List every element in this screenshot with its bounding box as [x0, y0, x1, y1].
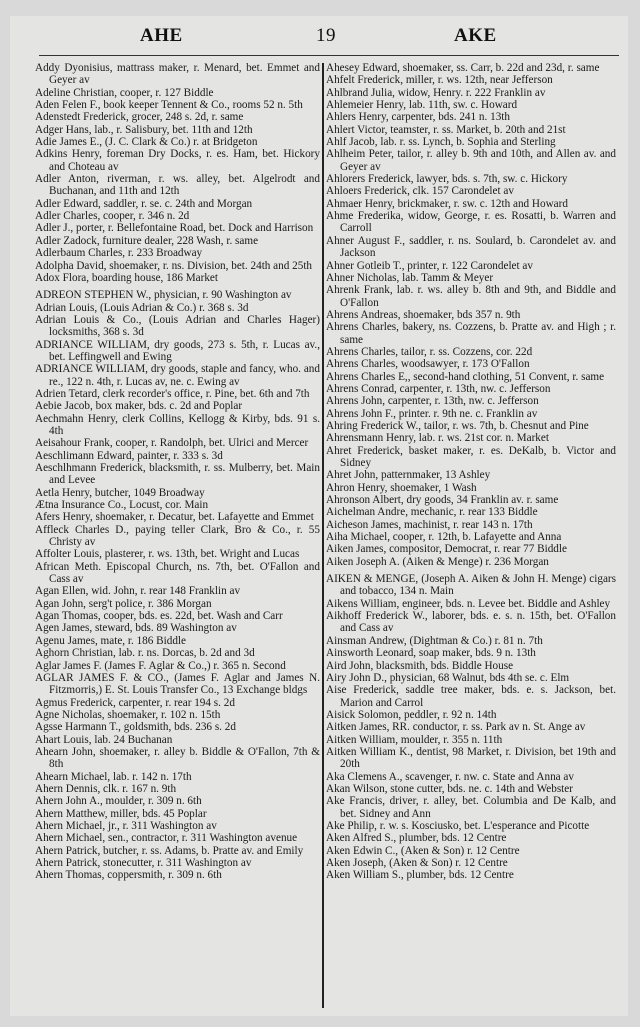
directory-entry: Ahret John, patternmaker, 13 Ashley [326, 469, 491, 482]
directory-entry: Ahesey Edward, shoemaker, ss. Carr, b. 22d and 23d, r. same [326, 62, 600, 74]
directory-entry: Ahlorers Frederick, lawyer, bds. s. 7th, sw. c. Hickory [326, 173, 568, 186]
directory-entry: Aitken James, RR. conductor, r. ss. Park av n. St. Ange av [326, 721, 586, 734]
directory-entry: Ahfelt Frederick, miller, r. ws. 12th, near Jefferson [326, 74, 553, 87]
directory-entry: Aiken Joseph A. (Aiken & Menge) r. 236 Morgan [326, 555, 549, 568]
directory-entry: Aka Clemens A., scavenger, r. nw. c. State and Anna av [326, 770, 574, 783]
directory-entry: Aitken William, moulder, r. 355 n. 11th [326, 733, 503, 746]
directory-entry: Ahlheim Peter, tailor, r. alley b. 9th and 10th, and Allen av. and Geyer av [326, 148, 616, 173]
directory-entry: Adie James E., (J. C. Clark & Co.) r. at Bridgeton [35, 136, 258, 149]
directory-entry: Aird John, blacksmith, bds. Biddle House [326, 659, 514, 672]
left-guide-word: AHE [140, 25, 183, 46]
directory-entry: Aken Edwin C., (Aken & Son) r. 12 Centre [326, 844, 520, 857]
directory-entry: Agan Thomas, cooper, bds. es. 22d, bet. Wash and Carr [35, 610, 283, 623]
directory-entry: Ahlert Victor, teamster, r. ss. Market, b. 20th and 21st [326, 123, 566, 136]
directory-entry: Aebie Jacob, box maker, bds. c. 2d and Poplar [35, 400, 243, 413]
directory-entry: Ahner August F., saddler, r. ns. Soulard, b. Carondelet av. and Jackson [326, 234, 616, 260]
directory-entry: Aicheson James, machinist, r. rear 143 n. 17th [326, 518, 533, 531]
directory-entry: Aechmahn Henry, clerk Collins, Kellogg & Kirby, bds. 91 s. 4th [35, 412, 320, 437]
directory-entry: Ahern Dennis, clk. r. 167 n. 9th [35, 782, 177, 795]
directory-entry: Ahme Frederika, widow, George, r. es. Rosatti, b. Warren and Carroll [326, 210, 616, 235]
directory-entry: Ahlers Henry, carpenter, bds. 241 n. 13th [326, 111, 510, 124]
directory-entry: Adrian Louis, (Louis Adrian & Co.) r. 368 s. 3d [35, 301, 249, 314]
directory-entry: Agen James, steward, bds. 89 Washington av [35, 622, 237, 635]
directory-entry: Ainsman Andrew, (Dightman & Co.) r. 81 n. 7th [326, 634, 543, 647]
directory-entry: Adrien Tetard, clerk recorder's office, r. Pine, bet. 6th and 7th [35, 387, 310, 400]
directory-entry: Ahner Gotleib T., printer, r. 122 Carondelet av [326, 259, 533, 272]
directory-entry: Adler Charles, cooper, r. 346 n. 2d [35, 210, 190, 223]
directory-entry: Aiken James, compositor, Democrat, r. rear 77 Biddle [326, 543, 567, 556]
directory-entry: Ake Francis, driver, r. alley, bet. Columbia and De Kalb, and bet. Sidney and Ann [326, 795, 616, 820]
directory-entry: Aichelman Andre, mechanic, r. rear 133 Biddle [326, 506, 538, 519]
page-number: 19 [316, 25, 336, 46]
directory-entry: Ake Philip, r. w. s. Kosciusko, bet. L'esperance and Picotte [326, 819, 590, 832]
directory-page [10, 16, 628, 1016]
right-column [326, 62, 616, 882]
right-guide-word: AKE [454, 25, 497, 46]
directory-entry: Aetla Henry, butcher, 1049 Broadway [35, 486, 205, 499]
directory-entry: Aitken William K., dentist, 98 Market, r. Division, bet 19th and 20th [326, 745, 616, 771]
directory-entry: Ahern Thomas, coppersmith, r. 309 n. 6th [35, 869, 222, 882]
directory-entry: ADREON STEPHEN W., physician, r. 90 Washington av [35, 289, 292, 302]
directory-entry: ADRIANCE WILLIAM, dry goods, 273 s. 5th, r. Lucas av., bet. Leffingwell and Ewing [35, 338, 320, 363]
directory-entry: Aghorn Christian, lab. r. ns. Dorcas, b. 2d and 3d [35, 647, 255, 660]
directory-entry: Agan Ellen, wid. John, r. rear 148 Franklin av [35, 585, 241, 598]
directory-entry: Aikhoff Frederick W., laborer, bds. e. s. n. 15th, bet. O'Fallon and Cass av [326, 610, 616, 635]
directory-entry: Ahrens John F., printer. r. 9th ne. c. Franklin av [326, 407, 538, 420]
directory-entry: Adolpha David, shoemaker, r. ns. Division, bet. 24th and 25th [35, 259, 313, 272]
directory-entry: Ahron Henry, shoemaker, 1 Wash [326, 481, 477, 494]
directory-entry: Ahlf Jacob, lab. r. ss. Lynch, b. Sophia and Sterling [326, 136, 556, 149]
directory-entry: Ahrensmann Henry, lab. r. ws. 21st cor. n. Market [326, 432, 549, 445]
directory-entry: ADRIANCE WILLIAM, dry goods, staple and fancy, who. and re., 122 n. 4th, r. Lucas av, ne. c. Ewing av [35, 363, 320, 388]
directory-entry: Ahrenk Frank, lab. r. ws. alley b. 8th and 9th, and Biddle and O'Fallon [326, 284, 616, 309]
directory-entry: Ahronson Albert, dry goods, 34 Franklin av. r. same [326, 494, 559, 507]
directory-entry: Affolter Louis, plasterer, r. ws. 13th, bet. Wright and Lucas [35, 548, 300, 561]
directory-entry: Ahrens Conrad, carpenter, r. 13th, nw. c. Jefferson [326, 382, 551, 395]
directory-entry: Ahring Frederick W., tailor, r. ws. 7th, b. Chesnut and Pine [326, 419, 589, 432]
directory-entry: Aise Frederick, saddle tree maker, bds. e. s. Jackson, bet. Marion and Carrol [326, 684, 616, 709]
directory-entry: Adger Hans, lab., r. Salisbury, bet. 11th and 12th [35, 123, 253, 136]
directory-entry: Ahern Patrick, butcher, r. ss. Adams, b. Pratte av. and Emily [35, 844, 304, 857]
directory-entry: Ainsworth Leonard, soap maker, bds. 9 n. 13th [326, 647, 536, 660]
directory-entry: Aken William S., plumber, bds. 12 Centre [326, 869, 514, 882]
page-header [10, 16, 628, 54]
directory-entry: Agan John, serg't police, r. 386 Morgan [35, 597, 212, 610]
directory-entry: Aglar James F. (James F. Aglar & Co.,) r. 365 n. Second [35, 659, 286, 672]
directory-entry: Ahearn Michael, lab. r. 142 n. 17th [35, 770, 192, 783]
directory-entry: Aeschlimann Edward, painter, r. 333 s. 3d [35, 449, 223, 462]
directory-entry: AIKEN & MENGE, (Joseph A. Aiken & John H. Menge) cigars and tobacco, 134 n. Main [326, 573, 616, 598]
directory-entry: Ahern Matthew, miller, bds. 45 Poplar [35, 807, 207, 820]
directory-entry: Ahern Michael, jr., r. 311 Washington av [35, 819, 217, 832]
directory-entry: Ahrens Charles, bakery, ns. Cozzens, b. Pratte av. and High ; r. same [326, 321, 616, 346]
directory-entry: Aden Felen F., book keeper Tennent & Co., rooms 52 n. 5th [35, 99, 303, 112]
directory-entry: AGLAR JAMES F. & CO., (James F. Aglar and James N. Fitzmorris,) E. St. Louis Transfer Co., 13 Exchange bldgs [35, 671, 320, 697]
directory-entry: Adler Zadock, furniture dealer, 228 Wash, r. same [35, 234, 259, 247]
directory-entry: Agmus Frederick, carpenter, r. rear 194 s. 2d [35, 696, 235, 709]
directory-entry: Ahearn John, shoemaker, r. alley b. Biddle & O'Fallon, 7th & 8th [35, 745, 320, 771]
directory-entry: African Meth. Episcopal Church, ns. 7th, bet. O'Fallon and Cass av [35, 560, 320, 586]
directory-entry: Adrian Louis & Co., (Louis Adrian and Charles Hager) locksmiths, 368 s. 3d [35, 313, 320, 339]
directory-entry: Adler J., porter, r. Bellefontaine Road, bet. Dock and Harrison [35, 222, 314, 235]
directory-entry: Ahlemeier Henry, lab. 11th, sw. c. Howard [326, 99, 518, 112]
directory-entry: Ahart Louis, lab. 24 Buchanan [35, 733, 173, 746]
directory-entry: Adlerbaum Charles, r. 233 Broadway [35, 247, 203, 260]
left-column [35, 62, 320, 882]
header-rule [39, 55, 619, 56]
directory-entry: Aiha Michael, cooper, r. 12th, b. Lafayette and Anna [326, 531, 562, 544]
directory-entry: Agne Nicholas, shoemaker, r. 102 n. 15th [35, 708, 221, 721]
directory-entry: Adox Flora, boarding house, 186 Market [35, 271, 219, 284]
directory-entry: Affleck Charles D., paying teller Clark, Bro & Co., r. 55 Christy av [35, 523, 320, 549]
directory-entry: Adkins Henry, foreman Dry Docks, r. es. Ham, bet. Hickory and Choteau av [35, 148, 320, 173]
directory-entry: Adeline Christian, cooper, r. 127 Biddle [35, 86, 214, 99]
directory-entry: Aeisahour Frank, cooper, r. Randolph, bet. Ulrici and Mercer [35, 437, 309, 450]
directory-entry: Akan Wilson, stone cutter, bds. ne. c. 14th and Webster [326, 782, 573, 795]
directory-entry: Ahrens Charles E,, second-hand clothing, 51 Convent, r. same [326, 370, 605, 383]
directory-entry: Aken Joseph, (Aken & Son) r. 12 Centre [326, 857, 508, 869]
directory-entry: Agenu James, mate, r. 186 Biddle [35, 634, 187, 647]
directory-entry: Afers Henry, shoemaker, r. Decatur, bet. Lafayette and Emmet [35, 511, 314, 524]
directory-entry: Aeschlhmann Frederick, blacksmith, r. ss. Mulberry, bet. Main and Levee [35, 462, 320, 487]
directory-entry: Ahrens John, carpenter, r. 13th, nw. c. Jefferson [326, 395, 539, 408]
directory-entry: Agsse Harmann T., goldsmith, bds. 236 s. 2d [35, 721, 236, 734]
directory-entry: Ahrens Charles, tailor, r. ss. Cozzens, cor. 22d [326, 345, 533, 358]
directory-entry: Ahern John A., moulder, r. 309 n. 6th [35, 795, 202, 808]
directory-entry: Ahrens Charles, woodsawyer, r. 173 O'Fallon [326, 358, 530, 371]
directory-entry: Ahlbrand Julia, widow, Henry. r. 222 Franklin av [326, 86, 546, 99]
directory-entry: Adler Anton, riverman, r. ws. alley, bet. Algelrodt and Buchanan, and 11th and 12th [35, 173, 320, 198]
column-divider [322, 63, 324, 1008]
directory-entry: Ahret Frederick, basket maker, r. es. DeKalb, b. Victor and Sidney [326, 444, 616, 469]
directory-entry: Ætna Insurance Co., Locust, cor. Main [35, 499, 209, 512]
directory-entry: Aikens William, engineer, bds. n. Levee bet. Biddle and Ashley [326, 597, 611, 610]
directory-entry: Aisick Solomon, peddler, r. 92 n. 14th [326, 708, 497, 721]
directory-entry: Addy Dyonisius, mattrass maker, r. Menard, bet. Emmet and Geyer av [35, 62, 320, 87]
directory-entry: Ahmaer Henry, brickmaker, r. sw. c. 12th and Howard [326, 197, 568, 210]
directory-entry: Ahloers Frederick, clk. 157 Carondelet av [326, 185, 514, 198]
directory-entry: Ahern Michael, sen., contractor, r. 311 Washington avenue [35, 832, 298, 845]
directory-entry: Aken Alfred S., plumber, bds. 12 Centre [326, 832, 507, 845]
directory-entry: Adenstedt Frederick, grocer, 248 s. 2d, r. same [35, 111, 244, 124]
directory-entry: Ahner Nicholas, lab. Tamm & Meyer [326, 271, 494, 284]
directory-entry: Adler Edward, saddler, r. se. c. 24th and Morgan [35, 197, 253, 210]
directory-entry: Airy John D., physician, 68 Walnut, bds 4th se. c. Elm [326, 671, 570, 684]
directory-entry: Ahern Patrick, stonecutter, r. 311 Washington av [35, 857, 252, 869]
directory-entry: Ahrens Andreas, shoemaker, bds 357 n. 9th [326, 308, 521, 321]
